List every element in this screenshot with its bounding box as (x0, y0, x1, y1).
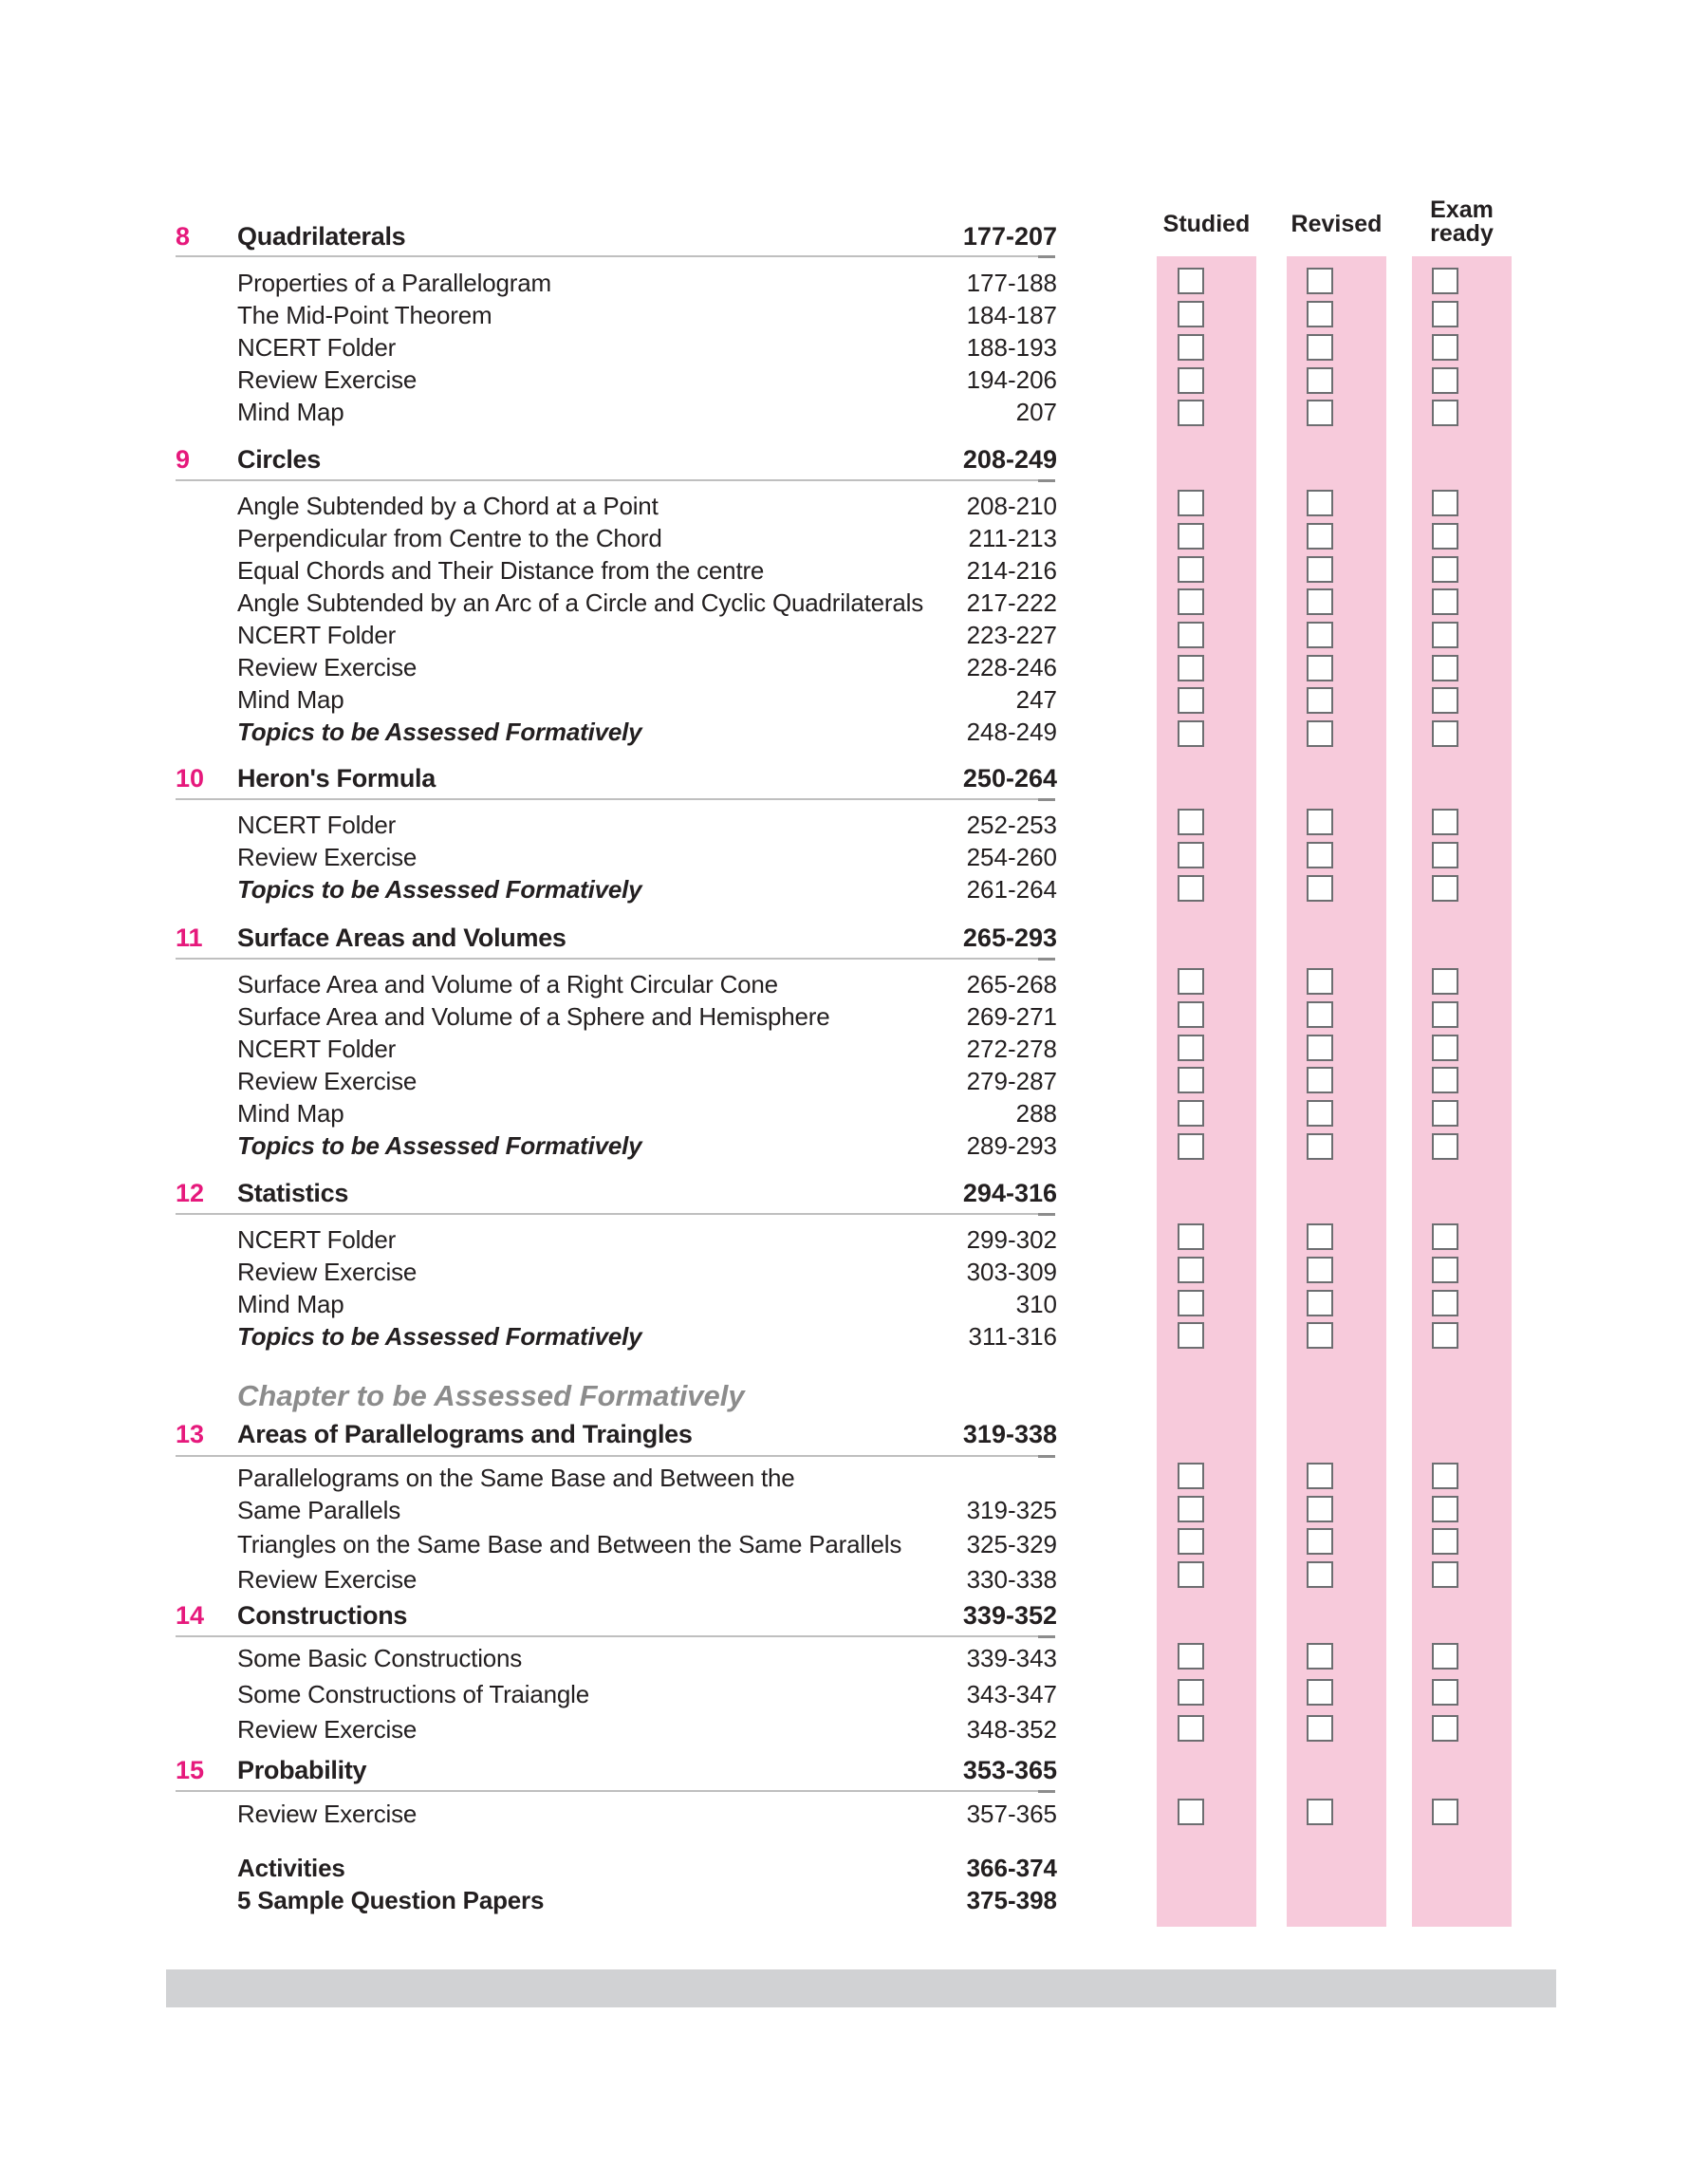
studied-column-band (1157, 256, 1256, 1927)
exam-ready-checkbox[interactable] (1432, 1100, 1458, 1127)
revised-checkbox[interactable] (1307, 875, 1333, 902)
revised-column-header: Revised (1290, 211, 1383, 237)
revised-checkbox[interactable] (1307, 1643, 1333, 1670)
chapter-number: 15 (176, 1756, 205, 1784)
exam-ready-column-band (1412, 256, 1512, 1927)
toc-item-pages: 330-338 (966, 1565, 1057, 1594)
revised-checkbox[interactable] (1307, 334, 1333, 361)
toc-item-pages: 217-222 (966, 588, 1057, 617)
chapter-rule (176, 798, 1055, 800)
studied-checkbox[interactable] (1178, 655, 1204, 681)
exam-ready-checkbox[interactable] (1432, 1257, 1458, 1283)
chapter-number: 9 (176, 445, 191, 474)
revised-checkbox[interactable] (1307, 1679, 1333, 1706)
exam-ready-checkbox[interactable] (1432, 400, 1458, 426)
toc-item-label: Mind Map (237, 1099, 344, 1128)
chapter-rule (176, 479, 1055, 481)
exam-ready-checkbox[interactable] (1432, 809, 1458, 835)
studied-checkbox[interactable] (1178, 400, 1204, 426)
chapter-number: 11 (176, 924, 203, 952)
chapter-rule (176, 255, 1055, 257)
exam-ready-checkbox[interactable] (1432, 1133, 1458, 1160)
studied-checkbox[interactable] (1178, 1561, 1204, 1588)
chapter-rule (176, 1213, 1055, 1215)
studied-checkbox[interactable] (1178, 490, 1204, 516)
studied-checkbox[interactable] (1178, 1290, 1204, 1316)
studied-checkbox[interactable] (1178, 809, 1204, 835)
chapter-rule-end (1038, 255, 1055, 258)
toc-item-pages: 288 (1015, 1099, 1057, 1128)
toc-item-pages: 311-316 (968, 1322, 1057, 1351)
exam-ready-column-header-line2: ready (1430, 220, 1494, 247)
exam-ready-checkbox[interactable] (1432, 1528, 1458, 1555)
revised-checkbox[interactable] (1307, 556, 1333, 583)
chapter-rule-end (1038, 1455, 1055, 1458)
studied-checkbox[interactable] (1178, 1067, 1204, 1093)
revised-checkbox[interactable] (1307, 1463, 1333, 1489)
studied-checkbox[interactable] (1178, 1223, 1204, 1250)
toc-item-label: Some Constructions of Traiangle (237, 1680, 589, 1708)
toc-item-pages: 254-260 (966, 843, 1057, 871)
toc-item-label: Properties of a Parallelogram (237, 269, 551, 297)
revised-checkbox[interactable] (1307, 809, 1333, 835)
revised-checkbox[interactable] (1307, 523, 1333, 550)
revised-checkbox[interactable] (1307, 1528, 1333, 1555)
chapter-pages: 339-352 (962, 1601, 1057, 1630)
exam-ready-checkbox[interactable] (1432, 842, 1458, 868)
toc-item-pages: 303-309 (966, 1258, 1057, 1286)
toc-item-label: Topics to be Assessed Formatively (237, 1131, 642, 1160)
chapter-rule (176, 1635, 1055, 1637)
exam-ready-checkbox[interactable] (1432, 655, 1458, 681)
studied-checkbox[interactable] (1178, 268, 1204, 294)
revised-checkbox[interactable] (1307, 1561, 1333, 1588)
toc-item-label: Angle Subtended by a Chord at a Point (237, 492, 659, 520)
toc-item-pages: 289-293 (966, 1131, 1057, 1160)
toc-item-pages: 265-268 (966, 970, 1057, 998)
studied-checkbox[interactable] (1178, 1322, 1204, 1349)
studied-column-header: Studied (1162, 211, 1251, 237)
chapter-rule-end (1038, 958, 1055, 961)
exam-ready-checkbox[interactable] (1432, 1290, 1458, 1316)
exam-ready-checkbox[interactable] (1432, 1561, 1458, 1588)
exam-ready-checkbox[interactable] (1432, 1067, 1458, 1093)
chapter-title: Areas of Parallelograms and Traingles (237, 1420, 693, 1448)
studied-checkbox[interactable] (1178, 556, 1204, 583)
chapter-rule-end (1038, 1790, 1055, 1793)
chapter-number: 14 (176, 1601, 205, 1630)
chapter-pages: 265-293 (962, 924, 1057, 952)
revised-checkbox[interactable] (1307, 268, 1333, 294)
toc-item-label: Review Exercise (237, 365, 418, 394)
toc-item-pages: 177-188 (966, 269, 1057, 297)
studied-checkbox[interactable] (1178, 842, 1204, 868)
chapter-pages: 250-264 (962, 764, 1057, 793)
revised-checkbox[interactable] (1307, 588, 1333, 615)
toc-item-pages: 269-271 (966, 1002, 1057, 1031)
revised-column-band (1287, 256, 1386, 1927)
chapter-number: 8 (176, 222, 191, 251)
chapter-rule (176, 1455, 1055, 1457)
chapter-rule-end (1038, 479, 1055, 482)
studied-checkbox[interactable] (1178, 334, 1204, 361)
studied-checkbox[interactable] (1178, 1100, 1204, 1127)
toc-item-label: Parallelograms on the Same Base and Between the (237, 1464, 795, 1492)
chapter-title: Statistics (237, 1179, 349, 1207)
toc-item-label: Review Exercise (237, 653, 418, 681)
revised-checkbox[interactable] (1307, 622, 1333, 648)
exam-ready-checkbox[interactable] (1432, 490, 1458, 516)
studied-checkbox[interactable] (1178, 622, 1204, 648)
revised-checkbox[interactable] (1307, 1257, 1333, 1283)
chapter-pages: 319-338 (962, 1420, 1057, 1448)
toc-item-label: The Mid-Point Theorem (237, 301, 492, 329)
chapter-rule (176, 958, 1055, 960)
revised-checkbox[interactable] (1307, 1290, 1333, 1316)
toc-item-label: Review Exercise (237, 1258, 418, 1286)
revised-checkbox[interactable] (1307, 1799, 1333, 1825)
chapter-title: Surface Areas and Volumes (237, 924, 566, 952)
toc-item-pages: 207 (1015, 398, 1057, 426)
chapter-title: Constructions (237, 1601, 408, 1630)
revised-checkbox[interactable] (1307, 1067, 1333, 1093)
chapter-number: 12 (176, 1179, 205, 1207)
studied-checkbox[interactable] (1178, 687, 1204, 714)
exam-ready-checkbox[interactable] (1432, 1001, 1458, 1028)
toc-item-pages: 223-227 (966, 621, 1057, 649)
toc-item-pages: 208-210 (966, 492, 1057, 520)
revised-checkbox[interactable] (1307, 687, 1333, 714)
toc-item-label: Triangles on the Same Base and Between the Same Parallels (237, 1530, 902, 1558)
revised-checkbox[interactable] (1307, 655, 1333, 681)
revised-checkbox[interactable] (1307, 1223, 1333, 1250)
revised-checkbox[interactable] (1307, 400, 1333, 426)
toc-item-pages: 339-343 (966, 1644, 1057, 1672)
toc-item-pages: 299-302 (966, 1225, 1057, 1254)
toc-item-label: NCERT Folder (237, 1035, 397, 1063)
toc-item-pages: 214-216 (966, 556, 1057, 585)
section-heading: Chapter to be Assessed Formatively (237, 1379, 745, 1412)
toc-item-pages: 261-264 (966, 875, 1057, 904)
exam-ready-checkbox[interactable] (1432, 720, 1458, 747)
studied-checkbox[interactable] (1178, 1715, 1204, 1742)
toc-item-pages: 279-287 (966, 1067, 1057, 1095)
studied-checkbox[interactable] (1178, 523, 1204, 550)
chapter-pages: 208-249 (962, 445, 1057, 474)
studied-checkbox[interactable] (1178, 1799, 1204, 1825)
revised-checkbox[interactable] (1307, 842, 1333, 868)
exam-ready-checkbox[interactable] (1432, 1463, 1458, 1489)
studied-checkbox[interactable] (1178, 301, 1204, 327)
toc-item-pages: 247 (1015, 685, 1057, 714)
toc-item-pages: 348-352 (966, 1715, 1057, 1744)
exam-ready-checkbox[interactable] (1432, 523, 1458, 550)
extra-pages: 366-374 (966, 1854, 1057, 1882)
studied-checkbox[interactable] (1178, 1679, 1204, 1706)
chapter-rule-end (1038, 798, 1055, 801)
studied-checkbox[interactable] (1178, 1035, 1204, 1061)
toc-item-label: Mind Map (237, 685, 344, 714)
toc-item-label: Equal Chords and Their Distance from the centre (237, 556, 765, 585)
chapter-pages: 353-365 (962, 1756, 1057, 1784)
toc-item-label: Review Exercise (237, 1715, 418, 1744)
studied-checkbox[interactable] (1178, 1001, 1204, 1028)
toc-item-pages: 188-193 (966, 333, 1057, 362)
extra-label: 5 Sample Question Papers (237, 1886, 545, 1914)
studied-checkbox[interactable] (1178, 968, 1204, 995)
toc-item-label: Surface Area and Volume of a Sphere and Hemisphere (237, 1002, 830, 1031)
chapter-rule-end (1038, 1635, 1055, 1638)
toc-item-pages: 310 (1015, 1290, 1057, 1318)
revised-checkbox[interactable] (1307, 1001, 1333, 1028)
exam-ready-checkbox[interactable] (1432, 367, 1458, 394)
revised-checkbox[interactable] (1307, 1322, 1333, 1349)
toc-item-label: Review Exercise (237, 1800, 418, 1828)
revised-checkbox[interactable] (1307, 490, 1333, 516)
chapter-rule (176, 1790, 1055, 1792)
exam-ready-checkbox[interactable] (1432, 1322, 1458, 1349)
toc-item-label: Same Parallels (237, 1496, 401, 1524)
toc-item-pages: 228-246 (966, 653, 1057, 681)
studied-checkbox[interactable] (1178, 720, 1204, 747)
toc-item-pages: 194-206 (966, 365, 1057, 394)
exam-ready-checkbox[interactable] (1432, 268, 1458, 294)
toc-item-label: Review Exercise (237, 1067, 418, 1095)
exam-ready-checkbox[interactable] (1432, 1035, 1458, 1061)
studied-checkbox[interactable] (1178, 875, 1204, 902)
toc-item-label: Topics to be Assessed Formatively (237, 1322, 642, 1351)
exam-ready-checkbox[interactable] (1432, 1679, 1458, 1706)
chapter-title: Circles (237, 445, 321, 474)
exam-ready-checkbox[interactable] (1432, 301, 1458, 327)
revised-checkbox[interactable] (1307, 720, 1333, 747)
chapter-title: Quadrilaterals (237, 222, 406, 251)
exam-ready-checkbox[interactable] (1432, 556, 1458, 583)
studied-checkbox[interactable] (1178, 1133, 1204, 1160)
footer-bar (166, 1969, 1556, 2007)
toc-item-label: NCERT Folder (237, 621, 397, 649)
exam-ready-checkbox[interactable] (1432, 1643, 1458, 1670)
chapter-number: 13 (176, 1420, 205, 1448)
exam-ready-checkbox[interactable] (1432, 622, 1458, 648)
toc-item-pages: 357-365 (966, 1800, 1057, 1828)
exam-ready-checkbox[interactable] (1432, 1223, 1458, 1250)
toc-item-label: Topics to be Assessed Formatively (237, 718, 642, 746)
toc-item-label: NCERT Folder (237, 1225, 397, 1254)
revised-checkbox[interactable] (1307, 1035, 1333, 1061)
toc-item-label: Some Basic Constructions (237, 1644, 523, 1672)
studied-checkbox[interactable] (1178, 1496, 1204, 1522)
exam-ready-checkbox[interactable] (1432, 1715, 1458, 1742)
toc-item-pages: 272-278 (966, 1035, 1057, 1063)
exam-ready-checkbox[interactable] (1432, 687, 1458, 714)
toc-item-pages: 252-253 (966, 811, 1057, 839)
chapter-pages: 177-207 (962, 222, 1057, 251)
extra-label: Activities (237, 1854, 345, 1882)
chapter-title: Heron's Formula (237, 764, 436, 793)
toc-item-label: NCERT Folder (237, 333, 397, 362)
exam-ready-checkbox[interactable] (1432, 334, 1458, 361)
toc-item-label: Surface Area and Volume of a Right Circular Cone (237, 970, 778, 998)
toc-item-label: Angle Subtended by an Arc of a Circle and Cyclic Quadrilaterals (237, 588, 924, 617)
studied-checkbox[interactable] (1178, 1463, 1204, 1489)
exam-ready-checkbox[interactable] (1432, 588, 1458, 615)
revised-checkbox[interactable] (1307, 1496, 1333, 1522)
exam-ready-column-header-line1: Exam (1430, 196, 1494, 223)
studied-checkbox[interactable] (1178, 588, 1204, 615)
revised-checkbox[interactable] (1307, 1715, 1333, 1742)
toc-item-label: Mind Map (237, 1290, 344, 1318)
toc-item-label: Topics to be Assessed Formatively (237, 875, 642, 904)
toc-item-pages: 184-187 (966, 301, 1057, 329)
exam-ready-checkbox[interactable] (1432, 1799, 1458, 1825)
toc-item-label: NCERT Folder (237, 811, 397, 839)
studied-checkbox[interactable] (1178, 367, 1204, 394)
revised-checkbox[interactable] (1307, 1133, 1333, 1160)
chapter-title: Probability (237, 1756, 367, 1784)
toc-item-pages: 343-347 (966, 1680, 1057, 1708)
chapter-pages: 294-316 (962, 1179, 1057, 1207)
studied-checkbox[interactable] (1178, 1643, 1204, 1670)
chapter-number: 10 (176, 764, 205, 793)
toc-item-pages: 248-249 (966, 718, 1057, 746)
extra-pages: 375-398 (966, 1886, 1057, 1914)
toc-item-label: Perpendicular from Centre to the Chord (237, 524, 662, 552)
studied-checkbox[interactable] (1178, 1257, 1204, 1283)
studied-checkbox[interactable] (1178, 1528, 1204, 1555)
toc-item-pages: 319-325 (966, 1496, 1057, 1524)
toc-item-pages: 325-329 (966, 1530, 1057, 1558)
chapter-rule-end (1038, 1213, 1055, 1216)
revised-checkbox[interactable] (1307, 968, 1333, 995)
toc-item-label: Review Exercise (237, 1565, 418, 1594)
revised-checkbox[interactable] (1307, 367, 1333, 394)
exam-ready-checkbox[interactable] (1432, 1496, 1458, 1522)
exam-ready-checkbox[interactable] (1432, 875, 1458, 902)
toc-item-label: Review Exercise (237, 843, 418, 871)
exam-ready-checkbox[interactable] (1432, 968, 1458, 995)
toc-item-label: Mind Map (237, 398, 344, 426)
revised-checkbox[interactable] (1307, 1100, 1333, 1127)
toc-item-pages: 211-213 (968, 524, 1057, 552)
revised-checkbox[interactable] (1307, 301, 1333, 327)
